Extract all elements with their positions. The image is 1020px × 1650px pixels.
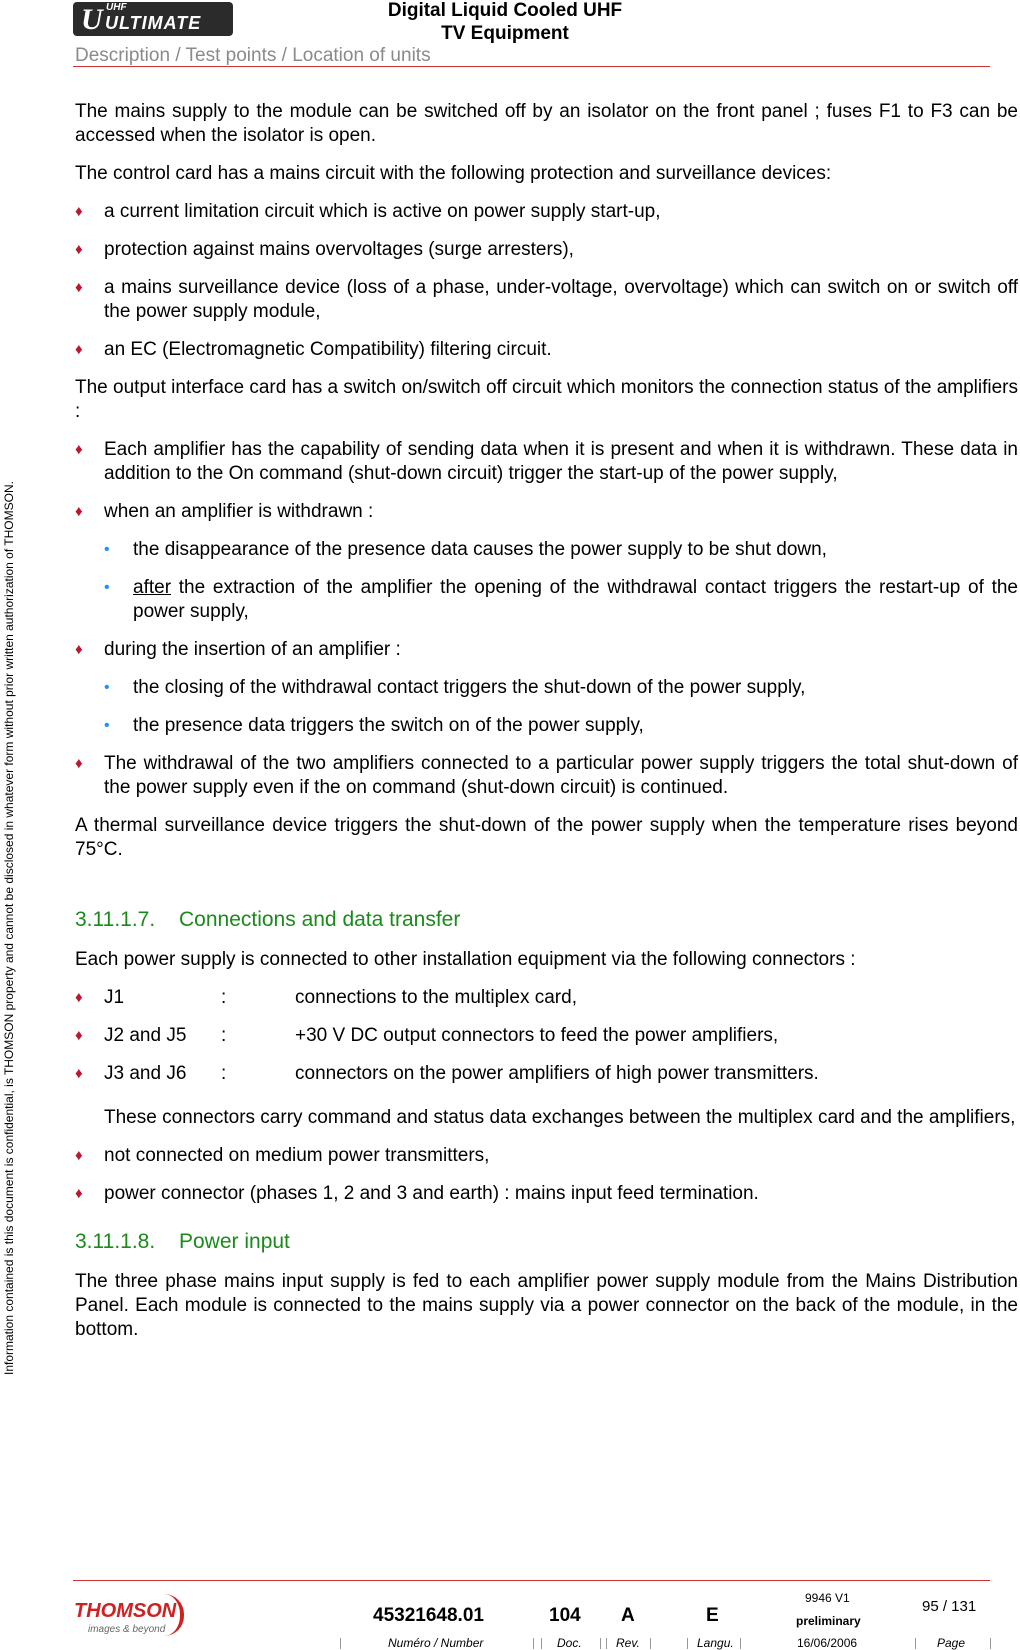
connector-item: ♦ J3 and J6 : connectors on the power amplifiers of high power transmitters. — [75, 1063, 819, 1084]
diamond-bullet-icon: ♦ — [75, 441, 83, 458]
doc-label: Doc. — [557, 1636, 582, 1650]
ultimate-logo: U UHF ULTIMATE — [73, 2, 233, 36]
diamond-bullet-icon: ♦ — [75, 279, 83, 296]
diamond-bullet-icon: ♦ — [75, 755, 83, 772]
document-subtitle: Description / Test points / Location of units — [75, 45, 431, 66]
document-number: 45321648.01 — [373, 1605, 484, 1626]
diamond-bullet-icon: ♦ — [75, 503, 83, 520]
paragraph: A thermal surveillance device triggers the shut-down of the power supply when the temperature rises beyond 75°C. — [75, 815, 1018, 860]
page-body — [75, 100, 1018, 1356]
language: E — [706, 1605, 719, 1626]
list-item: ♦ during the insertion of an amplifier : — [75, 639, 401, 660]
list-item: ♦ The withdrawal of the two amplifiers connected to a particular power supply triggers the total shut-down of the power supply even if the on command (shut-down circuit) is continued. — [75, 753, 1018, 798]
sub-list-item: • the presence data triggers the switch on of the power supply, — [104, 715, 644, 736]
round-bullet-icon: • — [104, 579, 110, 596]
revision: A — [621, 1605, 635, 1626]
diamond-bullet-icon: ♦ — [75, 203, 83, 220]
section-heading: 3.11.1.7. Connections and data transfer — [75, 908, 461, 931]
list-item: ♦ a current limitation circuit which is active on power supply start-up, — [75, 201, 661, 222]
diamond-bullet-icon: ♦ — [75, 989, 83, 1006]
diamond-bullet-icon: ♦ — [75, 1147, 83, 1164]
sub-list-item: • after the extraction of the amplifier the opening of the withdrawal contact triggers the restart-up of the power supply, — [104, 577, 1018, 622]
status: preliminary — [796, 1614, 861, 1628]
langu-label: Langu. — [697, 1636, 734, 1650]
diamond-bullet-icon: ♦ — [75, 341, 83, 358]
list-item: ♦ protection against mains overvoltages (surge arresters), — [75, 239, 574, 260]
list-item: ♦ an EC (Electromagnetic Compatibility) filtering circuit. — [75, 339, 552, 360]
section-heading: 3.11.1.8. Power input — [75, 1230, 290, 1253]
round-bullet-icon: • — [104, 679, 110, 696]
rev-label: Rev. — [616, 1636, 640, 1650]
list-item: ♦ when an amplifier is withdrawn : — [75, 501, 374, 522]
version: 9946 V1 — [805, 1591, 850, 1605]
diamond-bullet-icon: ♦ — [75, 1185, 83, 1202]
diamond-bullet-icon: ♦ — [75, 241, 83, 258]
list-item: ♦ power connector (phases 1, 2 and 3 and earth) : mains input feed termination. — [75, 1183, 759, 1204]
list-item: ♦ a mains surveillance device (loss of a phase, under-voltage, overvoltage) which can switch on or switch off the power supply module, — [75, 277, 1018, 322]
paragraph: The output interface card has a switch on/switch off circuit which monitors the connection status of the amplifiers : — [75, 377, 1018, 422]
connector-item: ♦ J2 and J5 : +30 V DC output connectors to feed the power amplifiers, — [75, 1025, 779, 1046]
page-label: Page — [937, 1636, 966, 1650]
footer-divider — [73, 1580, 990, 1581]
diamond-bullet-icon: ♦ — [75, 1065, 83, 1082]
doc-code: 104 — [549, 1605, 581, 1626]
sub-list-item: • the disappearance of the presence data causes the power supply to be shut down, — [104, 539, 827, 560]
page-number: 95 / 131 — [922, 1598, 977, 1615]
diamond-bullet-icon: ♦ — [75, 1027, 83, 1044]
date: 16/06/2006 — [797, 1636, 858, 1650]
sub-list-item: • the closing of the withdrawal contact triggers the shut-down of the power supply, — [104, 677, 806, 698]
confidentiality-note: Information contained is this document is confidential, is THOMSON property and cannot be disclosed in whatever form without prior written authorization of THOMSON. — [2, 481, 16, 1375]
paragraph: The control card has a mains circuit with the following protection and surveillance devices: — [75, 163, 832, 184]
list-item: ♦ Each amplifier has the capability of sending data when it is present and when it is withdrawn. These data in addition to the On command (shut-down circuit) trigger the start-up of the power supply, — [75, 439, 1018, 484]
diamond-bullet-icon: ♦ — [75, 641, 83, 658]
paragraph: Each power supply is connected to other installation equipment via the following connectors : — [75, 949, 856, 970]
header-divider — [73, 66, 990, 67]
thomson-logo: THOMSON images & beyond — [74, 1588, 192, 1644]
round-bullet-icon: • — [104, 541, 110, 558]
paragraph: The three phase mains input supply is fed to each amplifier power supply module from the Mains Distribution Panel. Each module is connected to the mains supply via a power connector on the back of the module, in the bottom. — [75, 1271, 1018, 1340]
number-label: Numéro / Number — [388, 1636, 484, 1650]
paragraph: The mains supply to the module can be switched off by an isolator on the front panel ; fuses F1 to F3 can be accessed when the isolator is open. — [75, 101, 1018, 146]
document-title: Digital Liquid Cooled UHF TV Equipment — [387, 0, 623, 44]
round-bullet-icon: • — [104, 717, 110, 734]
list-item: ♦ not connected on medium power transmitters, — [75, 1145, 490, 1166]
indented-paragraph: These connectors carry command and status data exchanges between the multiplex card and the amplifiers, — [104, 1107, 1016, 1128]
connector-item: ♦ J1 : connections to the multiplex card, — [75, 987, 577, 1008]
